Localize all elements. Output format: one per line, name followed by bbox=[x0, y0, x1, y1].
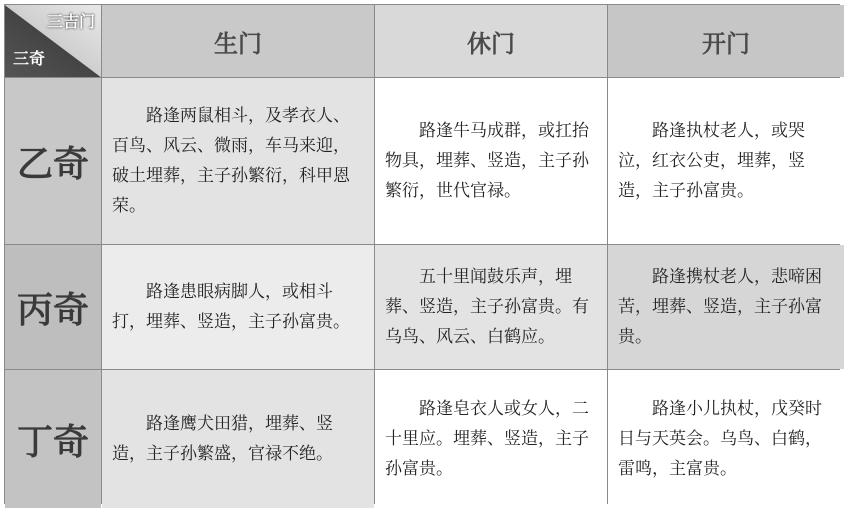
table-cell bbox=[608, 78, 844, 244]
table-cell bbox=[102, 245, 374, 369]
cell-text: 路逢执杖老人，或哭泣，红衣公吏，埋葬，竖造，主子孙富贵。 bbox=[618, 121, 805, 201]
cell-text: 五十里闻鼓乐声，埋葬、竖造，主子孙富贵。有乌鸟、风云、白鹤应。 bbox=[385, 267, 589, 347]
corner-bottom-label: 三奇 bbox=[13, 49, 46, 68]
table-cell bbox=[608, 245, 844, 369]
cell-text: 路逢小儿执杖，戊癸时日与天英会。乌鸟、白鹤，雷鸣，主富贵。 bbox=[618, 399, 822, 479]
qimen-table bbox=[4, 4, 840, 504]
table-cell bbox=[375, 78, 607, 244]
table-cell bbox=[608, 370, 844, 508]
row-header-bingqi: 丙奇 bbox=[5, 245, 101, 369]
row-header-yiqi: 乙奇 bbox=[5, 78, 101, 244]
table-cell bbox=[375, 245, 607, 369]
table-cell bbox=[375, 370, 607, 508]
cell-text: 路逢鹰犬田猎，埋葬、竖造，主子孙繁盛，官禄不绝。 bbox=[112, 414, 333, 464]
column-header-xiumen: 休门 bbox=[375, 5, 607, 77]
cell-text: 路逢患眼病脚人，或相斗打，埋葬、竖造，主子孙富贵。 bbox=[112, 282, 350, 332]
row-header-dingqi: 丁奇 bbox=[5, 370, 101, 508]
cell-text: 路逢两鼠相斗，及孝衣人、百鸟、风云、微雨，车马来迎，破土埋葬，主子孙繁衍，科甲恩荣。 bbox=[112, 106, 350, 216]
table-cell bbox=[102, 370, 374, 508]
cell-text: 路逢携杖老人，悲啼困苦，埋葬、竖造，主子孙富贵。 bbox=[618, 267, 822, 347]
corner-header bbox=[5, 5, 101, 77]
cell-text: 路逢皂衣人或女人，二十里应。埋葬、竖造，主子孙富贵。 bbox=[385, 399, 589, 479]
column-header-kaimen: 开门 bbox=[608, 5, 844, 77]
corner-top-label: 三吉门 bbox=[46, 12, 95, 31]
table-cell bbox=[102, 78, 374, 244]
column-header-shengmen: 生门 bbox=[102, 5, 374, 77]
cell-text: 路逢牛马成群，或扛抬物具，埋葬、竖造，主子孙繁衍，世代官禄。 bbox=[385, 121, 589, 201]
